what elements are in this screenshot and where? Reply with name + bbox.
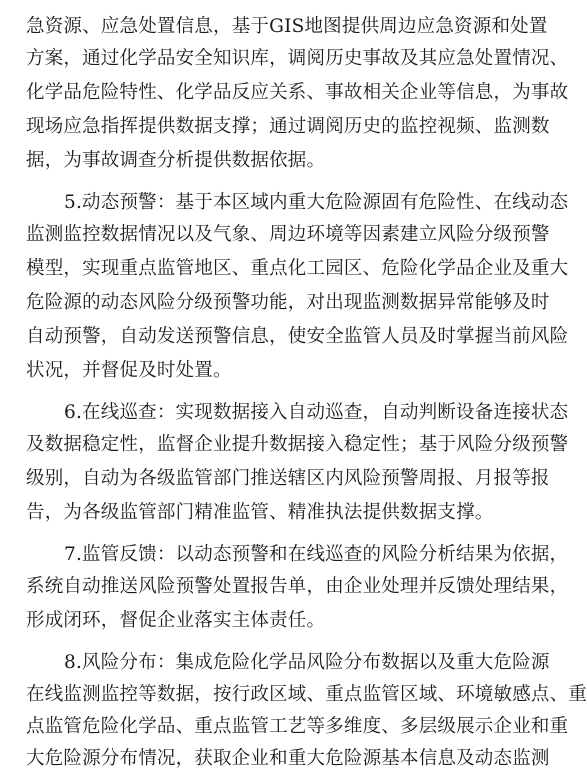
text-line: 告，为各级监管部门精准监管、精准执法提供数据支撑。 xyxy=(26,502,494,523)
text-line: 状况，并督促及时处置。 xyxy=(26,360,232,381)
text-line: 形成闭环，督促企业落实主体责任。 xyxy=(26,610,326,631)
paragraph-heading-line: 7.监管反馈：以动态预警和在线巡查的风险分析结果为依据， xyxy=(64,544,569,565)
text-line: 危险源的动态风险分级预警功能，对出现监测数据异常能够及时 xyxy=(26,292,550,313)
text-line: 大危险源分布情况，获取企业和重大危险源基本信息及动态监测 xyxy=(26,748,550,769)
text-line: 据，为事故调查分析提供数据依据。 xyxy=(26,150,326,171)
text-line: 级别，自动为各级监管部门推送辖区内风险预警周报、月报等报 xyxy=(26,468,550,489)
text-line: 系统自动推送风险预警处置报告单，由企业处理并反馈处理结果， xyxy=(26,576,569,597)
text-line: 点监管危险化学品、重点监管工艺等多维度、多层级展示企业和重 xyxy=(26,716,569,737)
paragraph-heading-line: 5.动态预警：基于本区域内重大危险源固有危险性、在线动态 xyxy=(64,192,569,213)
paragraph-heading-line: 8.风险分布：集成危险化学品风险分布数据以及重大危险源 xyxy=(64,652,550,673)
text-line: 化学品危险特性、化学品反应关系、事故相关企业等信息，为事故 xyxy=(26,82,569,103)
text-line: 现场应急指挥提供数据支撑；通过调阅历史的监控视频、监测数 xyxy=(26,116,550,137)
text-line: 自动预警，自动发送预警信息，使安全监管人员及时掌握当前风险 xyxy=(26,326,569,347)
text-line: 监测监控数据情况以及气象、周边环境等因素建立风险分级预警 xyxy=(26,224,550,245)
text-line: 方案，通过化学品安全知识库，调阅历史事故及其应急处置情况、 xyxy=(26,48,569,69)
text-line: 模型，实现重点监管地区、重点化工园区、危险化学品企业及重大 xyxy=(26,258,569,279)
text-line: 在线监测监控等数据，按行政区域、重点监管区域、环境敏感点、重 xyxy=(26,684,587,705)
paragraph-heading-line: 6.在线巡查：实现数据接入自动巡查，自动判断设备连接状态 xyxy=(64,402,569,423)
text-line: 及数据稳定性，监督企业提升数据接入稳定性；基于风险分级预警 xyxy=(26,434,569,455)
text-line: 急资源、应急处置信息，基于GIS地图提供周边应急资源和处置 xyxy=(26,16,548,37)
